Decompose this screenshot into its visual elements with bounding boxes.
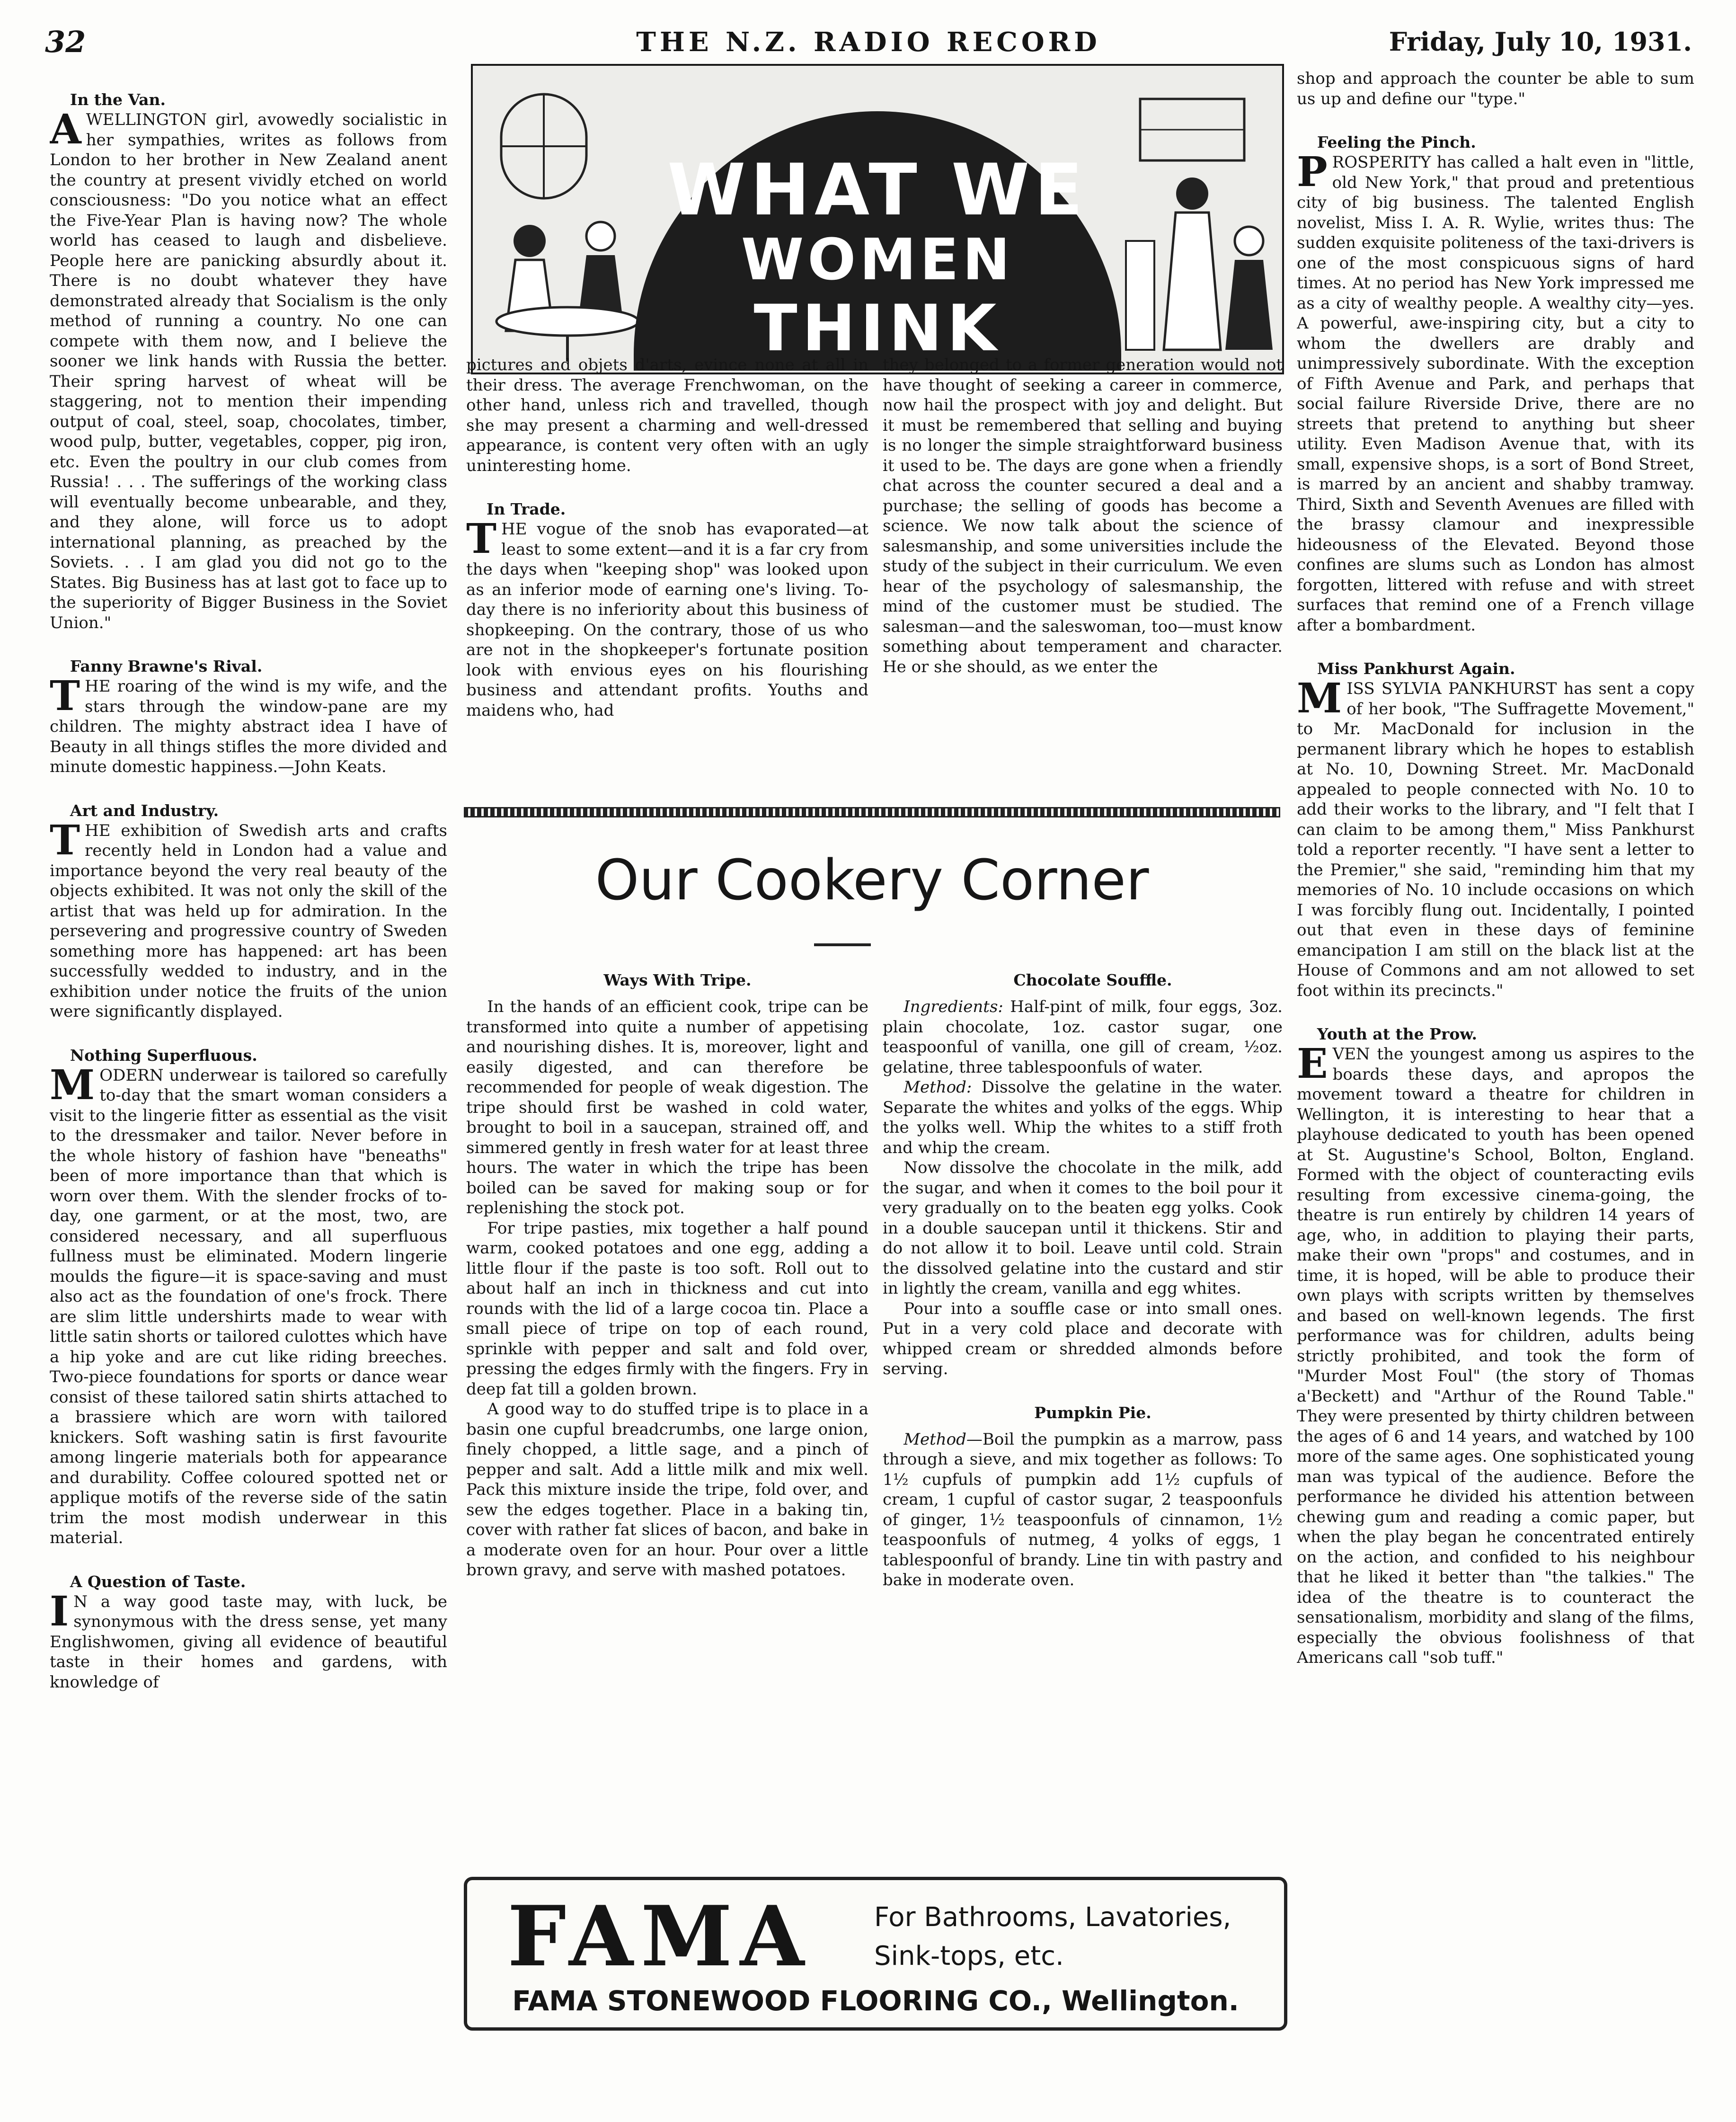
cookery-column-tripe [466, 970, 868, 1860]
pie-method-text: Boil the pumpkin as a marrow, pass through a sieve, and mix together as follows: To 1½ cupfuls of pumpkin add 1½ cupfuls of cream, 1 cupful of castor sugar, 2 teaspoonfuls of ginger, 1½ teaspoonfuls of cinnamon, 1½ teaspoonfuls of nutmeg, 4 yolks of eggs, 1 tablespoonful of brandy. Line tin with pastry and bake in moderate oven. [883, 1429, 1283, 1589]
heading-miss-pankhurst: Miss Pankhurst Again. [1317, 659, 1515, 678]
column-c [883, 355, 1283, 800]
page-header [45, 25, 1692, 65]
ad-tagline [874, 1898, 1231, 1976]
heading-fanny-brawne: Fanny Brawne's Rival. [70, 657, 263, 675]
souffle-ingredients [883, 997, 1283, 1077]
cookery-column-souffle [883, 970, 1283, 1860]
heading-youth-at-the-prow: Youth at the Prow. [1317, 1025, 1477, 1043]
ad-tagline-1: For Bathrooms, Lavatories, [874, 1902, 1231, 1933]
pie-method-label: Method— [903, 1429, 983, 1449]
method-label: Method: [903, 1078, 972, 1097]
column-left [50, 90, 447, 2078]
tripe-paragraph-1: In the hands of an efficient cook, tripe can be transformed into quite a number of appetising and nourishing dishes. It is, moreover, light and easily digested, and can therefore be recommended for people of weak digestion. The tripe should first be washed in cold water, brought to boil in a saucepan, strained off, and simmered gently in fresh water for at least three hours. The water in which the tripe has been boiled can be saved for making soup or for replenishing the stock pot. [466, 997, 868, 1217]
article-nothing-superfluous: MODERN underwear is tailored so carefully to-day that the smart woman considers a visit to the lingerie fitter as essential as the visit to the dressmaker and tailor. Never before in the whole history of fashion have "beneaths" been of more importance than that which is worn over them. With the slender frocks of to-day, one garment, or at the most, two, are considered necessary, and all superfluous fullness must be eliminated. Modern lingerie moulds the figure—it is space-saving and must also act as the foundation of one's frock. There are slim little undershirts made to wear with little satin shorts or tailored culottes which have a hip yoke and are cut like riding breeches. Two-piece foundations for sports or dance wear consist of these tailored satin shirts attached to a brassiere which are worn with tailored knickers. Soft washing satin is first favourite among lingerie materials both for appearance and durability. Coffee coloured spotted net or applique motifs of the reverse side of the satin trim the most modish underwear in this material. [50, 1061, 447, 1547]
heading-chocolate-souffle: Chocolate Souffle. [1013, 971, 1172, 989]
page-number: 32 [45, 25, 86, 59]
column-b [466, 355, 868, 800]
banner-line-1: WHAT WE [667, 149, 1088, 231]
ingredients-label: Ingredients: [903, 997, 1003, 1016]
fama-advertisement [464, 1877, 1287, 2031]
article-feeling-the-pinch: PROSPERITY has called a halt even in "little, old New York," that proud and pretentious city of big business. The talented English novelist, Miss I. A. R. Wylie, writes thus: The sudden exquisite politeness of the taxi-drivers is one of the most conspicuous signs of hard times. At no period has New York impressed me as a city of wealthy people. A wealthy city—yes. A powerful, awe-inspiring city, but a city to whom the dwellers are drably and unimpressively subordinate. With the exception of Fifth Avenue and Park, and perhaps that social failure Riverside Drive, there are no streets that pretend to anything but sheer utility. Even Madison Avenue that, with its small, expensive shops, is a sort of Bond Street, is marred by an ancient and shabby tramway. Third, Sixth and Seventh Avenues are filled with the brassy clamour and inexpressible hideousness of the Elevated. Beyond those confines are slums such as London has almost forgotten, littered with refuse and with street surfaces that remind one of a French village after a bombardment. [1297, 148, 1694, 635]
article-in-trade-continued: they belonged to a former generation would not have thought of seeking a career in commerce, now hail the prospect with joy and delight. But it must be remembered that selling and buying is no longer the simple straightforward business it used to be. The days are gone when a friendly chat across the counter secured a deal and a purchase; the selling of goods has become a science. We now talk about the science of salesmanship, and some universities include the study of the subject in their curriculum. We even hear of the psychology of salesmanship, the mind of the customer must be studied. The salesman—and the saleswoman, too—must know something about temperament and character. He or she should, as we enter the [883, 355, 1283, 676]
ad-tagline-2: Sink-tops, etc. [874, 1941, 1064, 1971]
article-miss-pankhurst: MISS SYLVIA PANKHURST has sent a copy of her book, "The Suffragette Movement," to Mr. MacDonald for inclusion in the permanent library which he hopes to establish at No. 10, Downing Street. Mr. MacDonald appealed to people connected with No. 10 to add their works to the library, and "I felt that I can claim to be among them," Miss Pankhurst told a reporter recently. "I have sent a letter to the Premier," she said, "reminding him that my memories of No. 10 include occasions on which I was forcibly flung out. Incidentally, I pointed out that even in these days of feminine emancipation I am still on the black list at the House of Commons and am not allowed to set foot within its precincts." [1297, 675, 1694, 1000]
heading-question-of-taste: A Question of Taste. [70, 1572, 246, 1591]
souffle-paragraph-3: Pour into a souffle case or into small ones. Put in a very cold place and decorate with whipped cream or shredded almonds before serving. [883, 1299, 1283, 1378]
heading-art-industry: Art and Industry. [70, 801, 219, 820]
article-in-trade: THE vogue of the snob has evaporated—at least to some extent—and it is a far cry from the days when "keeping shop" was looked upon as an inferior mode of earning one's living. To-day there is no inferiority about this business of shopkeeping. On the contrary, those of us who are not in the shopkeeper's fortunate position look with envious eyes on his flourishing business and attendant profits. Youths and maidens who, had [466, 515, 868, 720]
heading-in-the-van: In the Van. [70, 90, 166, 109]
cookery-title-bar [814, 943, 871, 946]
article-fanny-brawne: THE roaring of the wind is my wife, and the stars through the window-pane are my children. The mighty abstract idea I have of Beauty in all things stifles the more divided and minute domestic happiness.—John Keats. [50, 672, 447, 776]
heading-in-trade: In Trade. [486, 500, 566, 518]
diners-illustration [482, 85, 638, 364]
ingredients-text: Half-pint of milk, four eggs, 3oz. plain chocolate, 1oz. castor sugar, one teaspoonful of vanilla, one gill of cream, ½oz. gelatine, three tablespoonfuls of water. [883, 997, 1283, 1077]
article-in-the-van: AWELLINGTON girl, avowedly socialistic in her sympathies, writes as follows from London to her brother in New Zealand anent the country at present vividly etched on world consciousness: "Do you notice what an effect the Five-Year Plan is having now? The whole world has ceased to laugh and disbelieve. People here are panicking absurdly about it. There is no doubt whatever they have demonstrated already that Socialism is the only method of running a country. No one can compete with them now, and I believe the sooner we link hands with Russia the better. Their spring harvest of wheat will be staggering, not to mention their impending output of coal, steel, soap, chocolates, timber, wood pulp, butter, vegetables, copper, pig iron, etc. Even the poultry in our club comes from Russia! . . . The sufferings of the working class will eventually become unbearable, and they, and they alone, will force us to adopt international planning, as preached by the Soviets. . . I am glad you did not go to the States. Big Business has at last got to face up to the superiority of Bigger Business in the Soviet Union." [50, 106, 447, 632]
ad-brand: FAMA [507, 1888, 812, 1985]
tripe-paragraph-3: A good way to do stuffed tripe is to place in a basin one cupful breadcrumbs, one large onion, finely chopped, a little sage, and a pinch of pepper and salt. Add a little milk and mix well. Pack this mixture inside the tripe, fold over, and sew the edges together. Place in a baking tin, cover with rather fat slices of bacon, and bake in a moderate oven for an hour. Pour over a little brown gravy, and serve with mashed potatoes. [466, 1400, 868, 1580]
ad-company: FAMA STONEWOOD FLOORING CO., Wellington. [512, 1985, 1239, 2017]
cookery-corner-title: Our Cookery Corner [595, 847, 1149, 913]
article-youth-at-the-prow: EVEN the youngest among us aspires to the boards these days, and apropos the movement toward a theatre for children in Wellington, it is interesting to hear that a playhouse dedicated to youth has been opened at St. Augustine's School, Bolton, England. Formed with the object of counteracting evils resulting from excessive cinema-going, the theatre is run entirely by children 14 years of age, who, in addition to playing their parts, make their own "props" and costumes, and in time, it is hoped, will be able to produce their own plays with scripts written by themselves and based on well-known legends. The first performance was for children, adults being strictly prohibited, and took the form of "Murder Most Foul" (the story of Thomas a'Beckett) and "Arthur of the Round Table." They were presented by thirty children between the ages of 6 and 14 years, and watched by 100 more of the same ages. One sophisticated young man was typical of the audience. Before the performance he divided his attention between chewing gum and reading a comic paper, but when the play began he concentrated entirely on the action, and confided to his neighbour that he liked it better than "the talkies." The idea of the theatre is to counteract the sensationalism, morbidity and slang of the films, especially the obvious foolishness of that Americans call "sob tuff." [1297, 1040, 1694, 1667]
article-art-industry: THE exhibition of Swedish arts and crafts recently held in London had a value and importance beyond the very real beauty of the objects exhibited. It was not only the skill of the artist that was held up for admiration. In the persevering and progressive country of Sweden something more has happened: art has been successfully wedded to industry, and in the exhibition under notice the fruits of the union were significantly displayed. [50, 816, 447, 1021]
article-taste-continued: pictures and objets d'arts, evince none at all in their dress. The average Frenchwoman, on the other hand, unless rich and travelled, though she may present a charming and well-dressed appearance, is content very often with an ugly uninteresting home. [466, 355, 868, 475]
souffle-paragraph-2: Now dissolve the chocolate in the milk, add the sugar, and when it comes to the boil pour it very gradually on to the beaten egg yolks. Cook in a double saucepan until it thickens. Stir and do not allow it to boil. Leave until cold. Strain the dissolved gelatine into the custard and stir in lightly the cream, vanilla and egg whites. [883, 1158, 1283, 1298]
issue-date: Friday, July 10, 1931. [1389, 27, 1692, 57]
method-text: Dissolve the gelatine in the water. Separate the whites and yolks of the eggs. Whip the yolks well. Whip the whites to a stiff froth and whip the cream. [883, 1078, 1283, 1157]
banner-line-2: WOMEN [741, 227, 1014, 293]
column-right [1297, 69, 1694, 2078]
section-divider [464, 807, 1280, 817]
souffle-method [883, 1077, 1283, 1158]
banner-fan [634, 111, 1121, 371]
heading-pumpkin-pie: Pumpkin Pie. [1034, 1403, 1151, 1422]
heading-ways-with-tripe: Ways With Tripe. [603, 971, 752, 989]
heading-feeling-the-pinch: Feeling the Pinch. [1317, 133, 1476, 151]
heading-nothing-superfluous: Nothing Superfluous. [70, 1046, 257, 1065]
pie-method [883, 1429, 1283, 1590]
banner-line-3: THINK [753, 291, 1001, 365]
what-we-women-think-banner [471, 64, 1284, 374]
article-question-of-taste: IN a way good taste may, with luck, be synonymous with the dress sense, yet many Englishwomen, giving all evidence of beautiful taste in their homes and gardens, with knowledge of [50, 1587, 447, 1692]
article-in-trade-end: shop and approach the counter be able to sum us up and define our "type." [1297, 69, 1694, 108]
ladies-illustration [1121, 85, 1277, 364]
tripe-paragraph-2: For tripe pasties, mix together a half pound warm, cooked potatoes and one egg, adding a little flour if the paste is too soft. Roll out to about half an inch in thickness and cut into rounds with the lid of a large cocoa tin. Place a small piece of tripe on top of each round, sprinkle with pepper and salt and fold over, pressing the edges firmly with the fingers. Fry in deep fat till a golden brown. [466, 1218, 868, 1399]
masthead: THE N.Z. RADIO RECORD [636, 27, 1101, 58]
